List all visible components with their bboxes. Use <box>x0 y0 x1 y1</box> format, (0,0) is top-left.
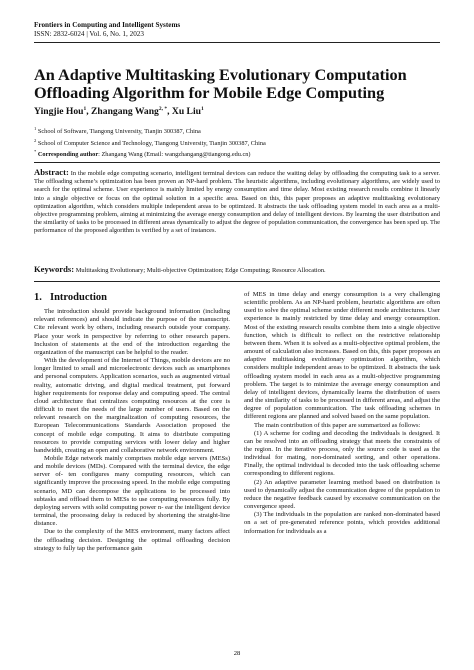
header-rule <box>34 42 440 43</box>
left-column <box>34 291 230 553</box>
affiliation-item: $^1$ School of Software, Tiangong University, Tianjin 300387, China <box>34 126 201 136</box>
body-paragraph: With the development of the Internet of Things, mobile devices are no longer limited to small and microelectronic devices such as smartphones and personal computers. Application scenarios, such as augmented virtual reality, automatic driving, and digital medical treatment, put forward higher requirements for response delay and computing speed. The central cloud architecture that centralizes computing resources at the core is difficult to meet the needs of the large number of users. Based on the relevant research on the marginalization of computing resources, the European Telecommunications Standards Association proposed the concept of mobile edge computing. It aims to distribute computing resources to provide computing services with lower delay and higher bandwidth, creating an open and collaborative network environment. <box>34 357 230 454</box>
author-name: Zhangang Wang <box>91 106 159 118</box>
affiliations <box>34 125 454 160</box>
abstract-top-rule <box>34 162 440 163</box>
author-affil-mark: 2, * <box>158 106 168 112</box>
keywords-bottom-rule <box>34 281 440 282</box>
paper-title: An Adaptive Multitasking Evolutionary Computation Offloading Algorithm for Mobile Edge Computing <box>34 65 407 102</box>
body-paragraph: The main contribution of this paper are summarized as follows: <box>254 421 421 429</box>
keywords <box>34 265 440 275</box>
section-number: 1. <box>34 292 42 303</box>
body-paragraph: Due to the complexity of the MES environment, many factors affect the offloading decision. Designing the optimal offloading decision strategy to fully tap the performance gain <box>34 528 230 552</box>
body-paragraph: of MES in time delay and energy consumption is a very challenging scientific problem. As an NP-hard problem, heuristic algorithms are often used to solve the optimal scheme under different mode architectures. User experience is mainly restricted by time delay and energy consumption. Most of the existing research results combine them into a single objective function, which is difficult to reflect on the restrictive relationship between them. When it is solved as a multi-objective optimal problem, the amount of calculation also increases. Based on this, this paper proposes an adaptive multitasking evolutionary optimization algorithm, which considers multiple independent areas to be optimized. It abstracts the task offloading system model in each area as a multi-objective programming problem. The target is to minimize the average energy consumption and delay of intelligent devices, dynamically learns the distribution of users and the similarity of tasks to be processed in different areas, and adjust the degree of population communication. The task offloading schemes in different regions are planned and solved based on the same population. <box>244 291 440 421</box>
body-paragraph: Mobile Edge network mainly comprises mobile edge servers (MESs) and mobile devices (MDs). Compared with the terminal device, the edge server of- ten configures many computing resources, which can significantly improve the processing speed. In the mobile edge computing scenario, MD can decompose the applications to be processed into subtasks and offload them to MESs to use computing resources fully. By deploying servers with solid computing power n- ear the intelligent device terminal, the processing delay is reduced by shortening the straight-line distance. <box>34 454 230 528</box>
contribution-item: (3) The individuals in the population are ranked non-dominated based on a set of pre-generated reference points, which provides additional information for individuals as a <box>244 511 440 535</box>
keywords-label: Keywords: <box>34 264 75 274</box>
author-name: Yingjie Hou <box>34 106 84 118</box>
contribution-item: (2) An adaptive parameter learning method based on distribution is used to dynamically adjust the communication degree of the population to reduce the negative feedback caused by excessive communication on the convergence speed. <box>244 478 440 511</box>
contribution-item: (1) A scheme for coding and decoding the individuals is designed. It can be resolved into an offloading strategy that meets the constraints of the region. In the iterative process, only the source code is used as the individual for mating, non-dominated sorting, and other operations. Finally, the optimal individual is decoded into the task offloading scheme corresponding to different regions. <box>244 429 440 478</box>
journal-header <box>34 21 180 39</box>
abstract-text: In the mobile edge computing scenario, intelligent terminal devices can reduce the waiting delay by offloading the computing task to a server. The offloading scheme’s optimization has been proven an NP-hard problem. The heuristic algorithms, including evolutionary algorithms, are widely used to search for the optimal scheme. User experience is mainly limited by energy consumption and time delay. Most existing research results combine it linearly into a single objective or focus on the optimal solution in a specific area. Based on this, this paper proposes an adaptive multitasking evolutionary optimization algorithm, which considers multiple independent areas to be optimized. It abstracts the task offloading system model in each area as a multi-objective programming problem, aiming at minimizing the average energy consumption and delay of intelligent devices. By learning the user distribution and the similarity of tasks to be processed in different areas dynamically to adjust the degree of population communication, the convergence has been sped up. The performance of the proposed algorithm is verified by a set of instances. <box>34 170 440 235</box>
author-affil-mark: 1 <box>83 106 87 112</box>
page-number: 28 <box>233 650 241 657</box>
abstract <box>34 168 440 236</box>
abstract-label: Abstract: <box>34 167 69 177</box>
journal-name: Frontiers in Computing and Intelligent Systems <box>34 21 181 29</box>
affiliation-item: $^2$ School of Computer Science and Technology, Tiangong University, Tianjin 300387, China <box>34 137 266 147</box>
right-column <box>244 291 440 536</box>
journal-issn: ISSN: 2832-6024 | Vol. 6, No. 1, 2023 <box>34 30 144 38</box>
author-affil-mark: 1 <box>200 106 204 112</box>
keywords-text: Multitasking Evolutionary; Multi-objective Optimization; Edge Computing; Resource Allocation. <box>75 267 326 274</box>
author-list: Yingjie Hou$^1$, Zhangang Wang$^{2, *}$, Xu Liu$^1$ <box>34 106 204 118</box>
section-title: Introduction <box>50 292 107 303</box>
body-paragraph: The introduction should provide background information (including relevant references) and should indicate the purpose of the manuscript. Cite relevant work by others, including research outside your company. Place your work in perspective by referring to other research papers. Inclusion of statements at the end of the introduction regarding the organization of the manuscript can be helpful to the reader. <box>34 308 230 356</box>
section-heading <box>34 294 230 302</box>
corresponding-author: * Corresponding author: Zhangang Wang (Email: wangzhangang@tiangong.edu.cn) <box>34 149 251 159</box>
author-name: Xu Liu <box>171 106 201 118</box>
